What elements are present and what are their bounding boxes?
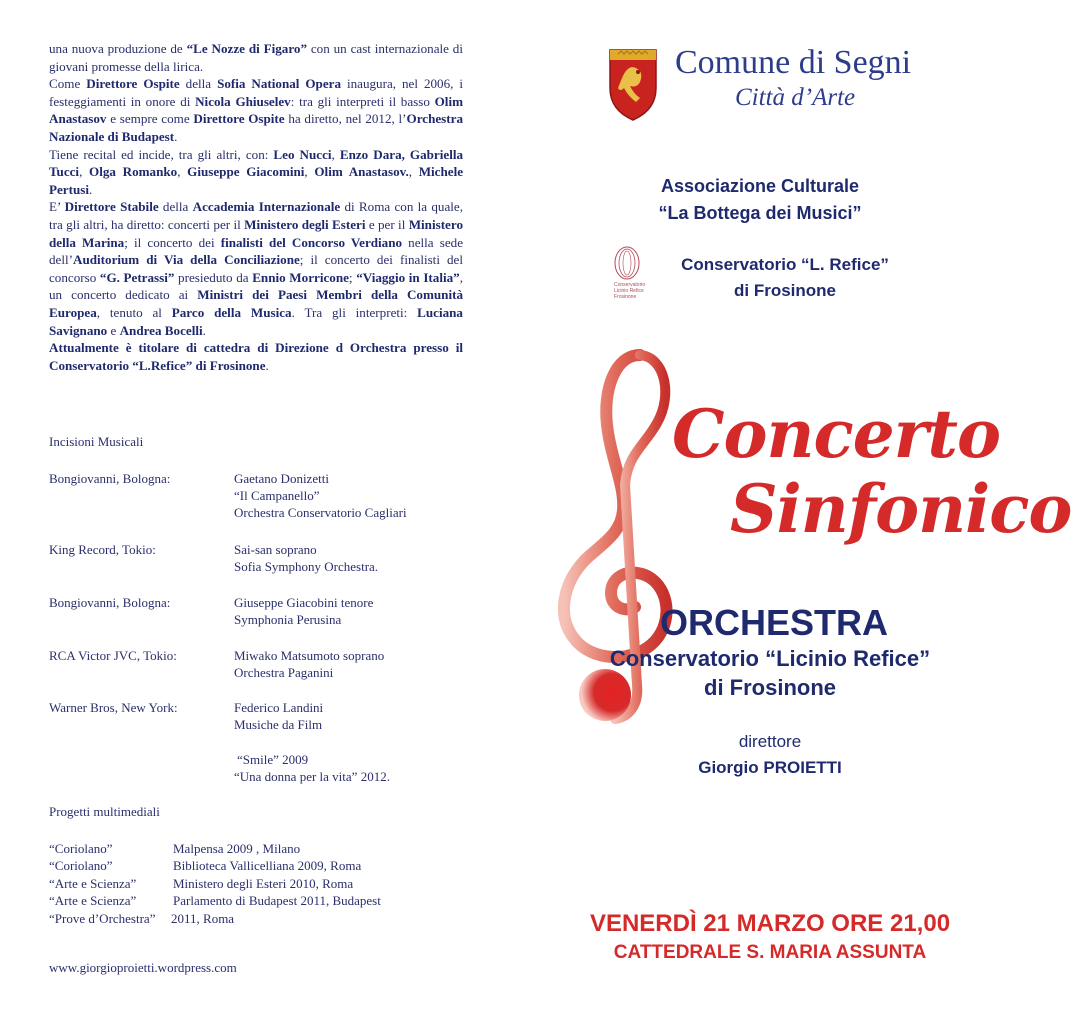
conservatory-line-2: di Frosinone (734, 281, 836, 300)
recording-line: Orchestra Paganini (234, 665, 334, 680)
association-line-1: Associazione Culturale (660, 176, 860, 196)
recording-line: “Smile” 2009 (237, 752, 309, 767)
director-label: direttore (738, 732, 802, 751)
orchestra-heading: ORCHESTRA (660, 602, 889, 643)
conservatory-logo-icon (612, 245, 642, 283)
project-title: “Arte e Scienza” (49, 876, 137, 891)
bio-paragraph-2: Come Direttore Ospite della Sofia National Opera inaugura, nel 2006, i festeggiamenti in onore di Nicola Ghiuselev: tra gli interpreti il basso Olim Anastasov e sempre come Direttore Ospite ha diretto, nel 2012, l’Orchestra Nazionale di Budapest. (49, 76, 463, 144)
recording-label: RCA Victor JVC, Tokio: (49, 648, 177, 663)
orchestra-conservatory-city: di Frosinone (704, 675, 836, 700)
recording-line: Federico Landini (234, 700, 324, 715)
recording-desc (234, 594, 494, 628)
recording-desc (234, 541, 494, 575)
recording-desc (234, 647, 494, 681)
recording-line: Orchestra Conservatorio Cagliari (234, 505, 407, 520)
project-title: “Coriolano” (49, 841, 113, 856)
recording-line: Musiche da Film (234, 717, 323, 732)
project-title: “Coriolano” (49, 858, 113, 873)
recording-line: “Il Campanello” (234, 488, 320, 503)
logo-text-line: Conservatorio (614, 282, 646, 288)
projects-title: Progetti multimediali (49, 804, 160, 819)
segni-crest-icon (608, 48, 658, 122)
recording-desc (234, 470, 494, 521)
citta-subtitle: Città d’Arte (735, 84, 856, 111)
project-place: Parlamento di Budapest 2011, Budapest (173, 893, 381, 908)
project-title: “Arte e Scienza” (49, 893, 137, 908)
recording-line: “Una donna per la vita” 2012. (234, 769, 390, 784)
project-place: Biblioteca Vallicelliana 2009, Roma (173, 858, 362, 873)
concert-venue: CATTEDRALE S. MARIA ASSUNTA (613, 942, 927, 963)
orchestra-conservatory-name: Conservatorio “Licinio Refice” (609, 646, 931, 671)
logo-text-line: Frosinone (614, 294, 637, 300)
recording-line: Sofia Symphony Orchestra. (234, 559, 379, 574)
comune-title: Comune di Segni (675, 44, 912, 81)
project-title: “Prove d’Orchestra” (49, 911, 156, 926)
recording-line: Gaetano Donizetti (234, 471, 329, 486)
recordings-title: Incisioni Musicali (49, 434, 144, 449)
bio-paragraph-4: E’ Direttore Stabile della Accademia Internazionale di Roma con la quale, tra gli altri, ha diretto: concerti per il Ministero degli Esteri e per il Ministero della Marina; il concerto dei finalisti del Concorso Verdiano nella sede dell’Auditorium di Via della Conciliazione; il concerto dei finalisti del concorso “G. Petrassi” presieduto da Ennio Morricone; “Viaggio in Italia”, un concerto dedicato ai Ministri dei Paesi Membri della Comunità Europea, tenuto al Parco della Musica. Tra gli interpreti: Luciana Savignano e Andrea Bocelli. (49, 199, 464, 338)
recording-label: Bongiovanni, Bologna: (49, 595, 171, 610)
conservatory-line-1: Conservatorio “L. Refice” (681, 255, 889, 274)
bio-paragraph-5: Attualmente è titolare di cattedra di Direzione d Orchestra presso il Conservatorio “L.Refice” di Frosinone. (49, 340, 463, 373)
recording-label: King Record, Tokio: (49, 542, 156, 557)
project-place: Ministero degli Esteri 2010, Roma (173, 876, 354, 891)
conservatory-logo-text (614, 282, 645, 300)
project-place: Malpensa 2009 , Milano (173, 841, 301, 856)
orchestra-conservatory (560, 644, 980, 702)
conservatory-heading (655, 252, 915, 304)
website-link[interactable]: www.giorgioproietti.wordpress.com (49, 960, 237, 975)
recording-label: Warner Bros, New York: (49, 700, 178, 715)
recording-line: Miwako Matsumoto soprano (234, 648, 385, 663)
concert-title-line-1: Concerto (672, 395, 1000, 473)
project-place: 2011, Roma (171, 911, 235, 926)
recording-line: Giuseppe Giacobini tenore (234, 595, 374, 610)
biography (49, 40, 463, 374)
recording-line: Sai-san soprano (234, 542, 317, 557)
concert-title-line-2: Sinfonico (730, 470, 1071, 548)
director-name: Giorgio PROIETTI (698, 758, 842, 777)
bio-paragraph-1: una nuova produzione de “Le Nozze di Figaro” con un cast internazionale di giovani promesse della lirica. (49, 41, 463, 74)
logo-text-line: Licinio Refice (614, 288, 644, 294)
recording-desc (234, 699, 494, 733)
bio-paragraph-3: Tiene recital ed incide, tra gli altri, con: Leo Nucci, Enzo Dara, Gabriella Tucci, Olga Romanko, Giuseppe Giacomini, Olim Anastasov., Michele Pertusi. (49, 146, 464, 197)
concert-date: VENERDÌ 21 MARZO ORE 21,00 (589, 910, 951, 937)
recording-label: Bongiovanni, Bologna: (49, 471, 171, 486)
recording-line: Symphonia Perusina (234, 612, 342, 627)
recording-extra-lines (234, 751, 494, 785)
association-line-2: “La Bottega dei Musici” (658, 203, 862, 223)
